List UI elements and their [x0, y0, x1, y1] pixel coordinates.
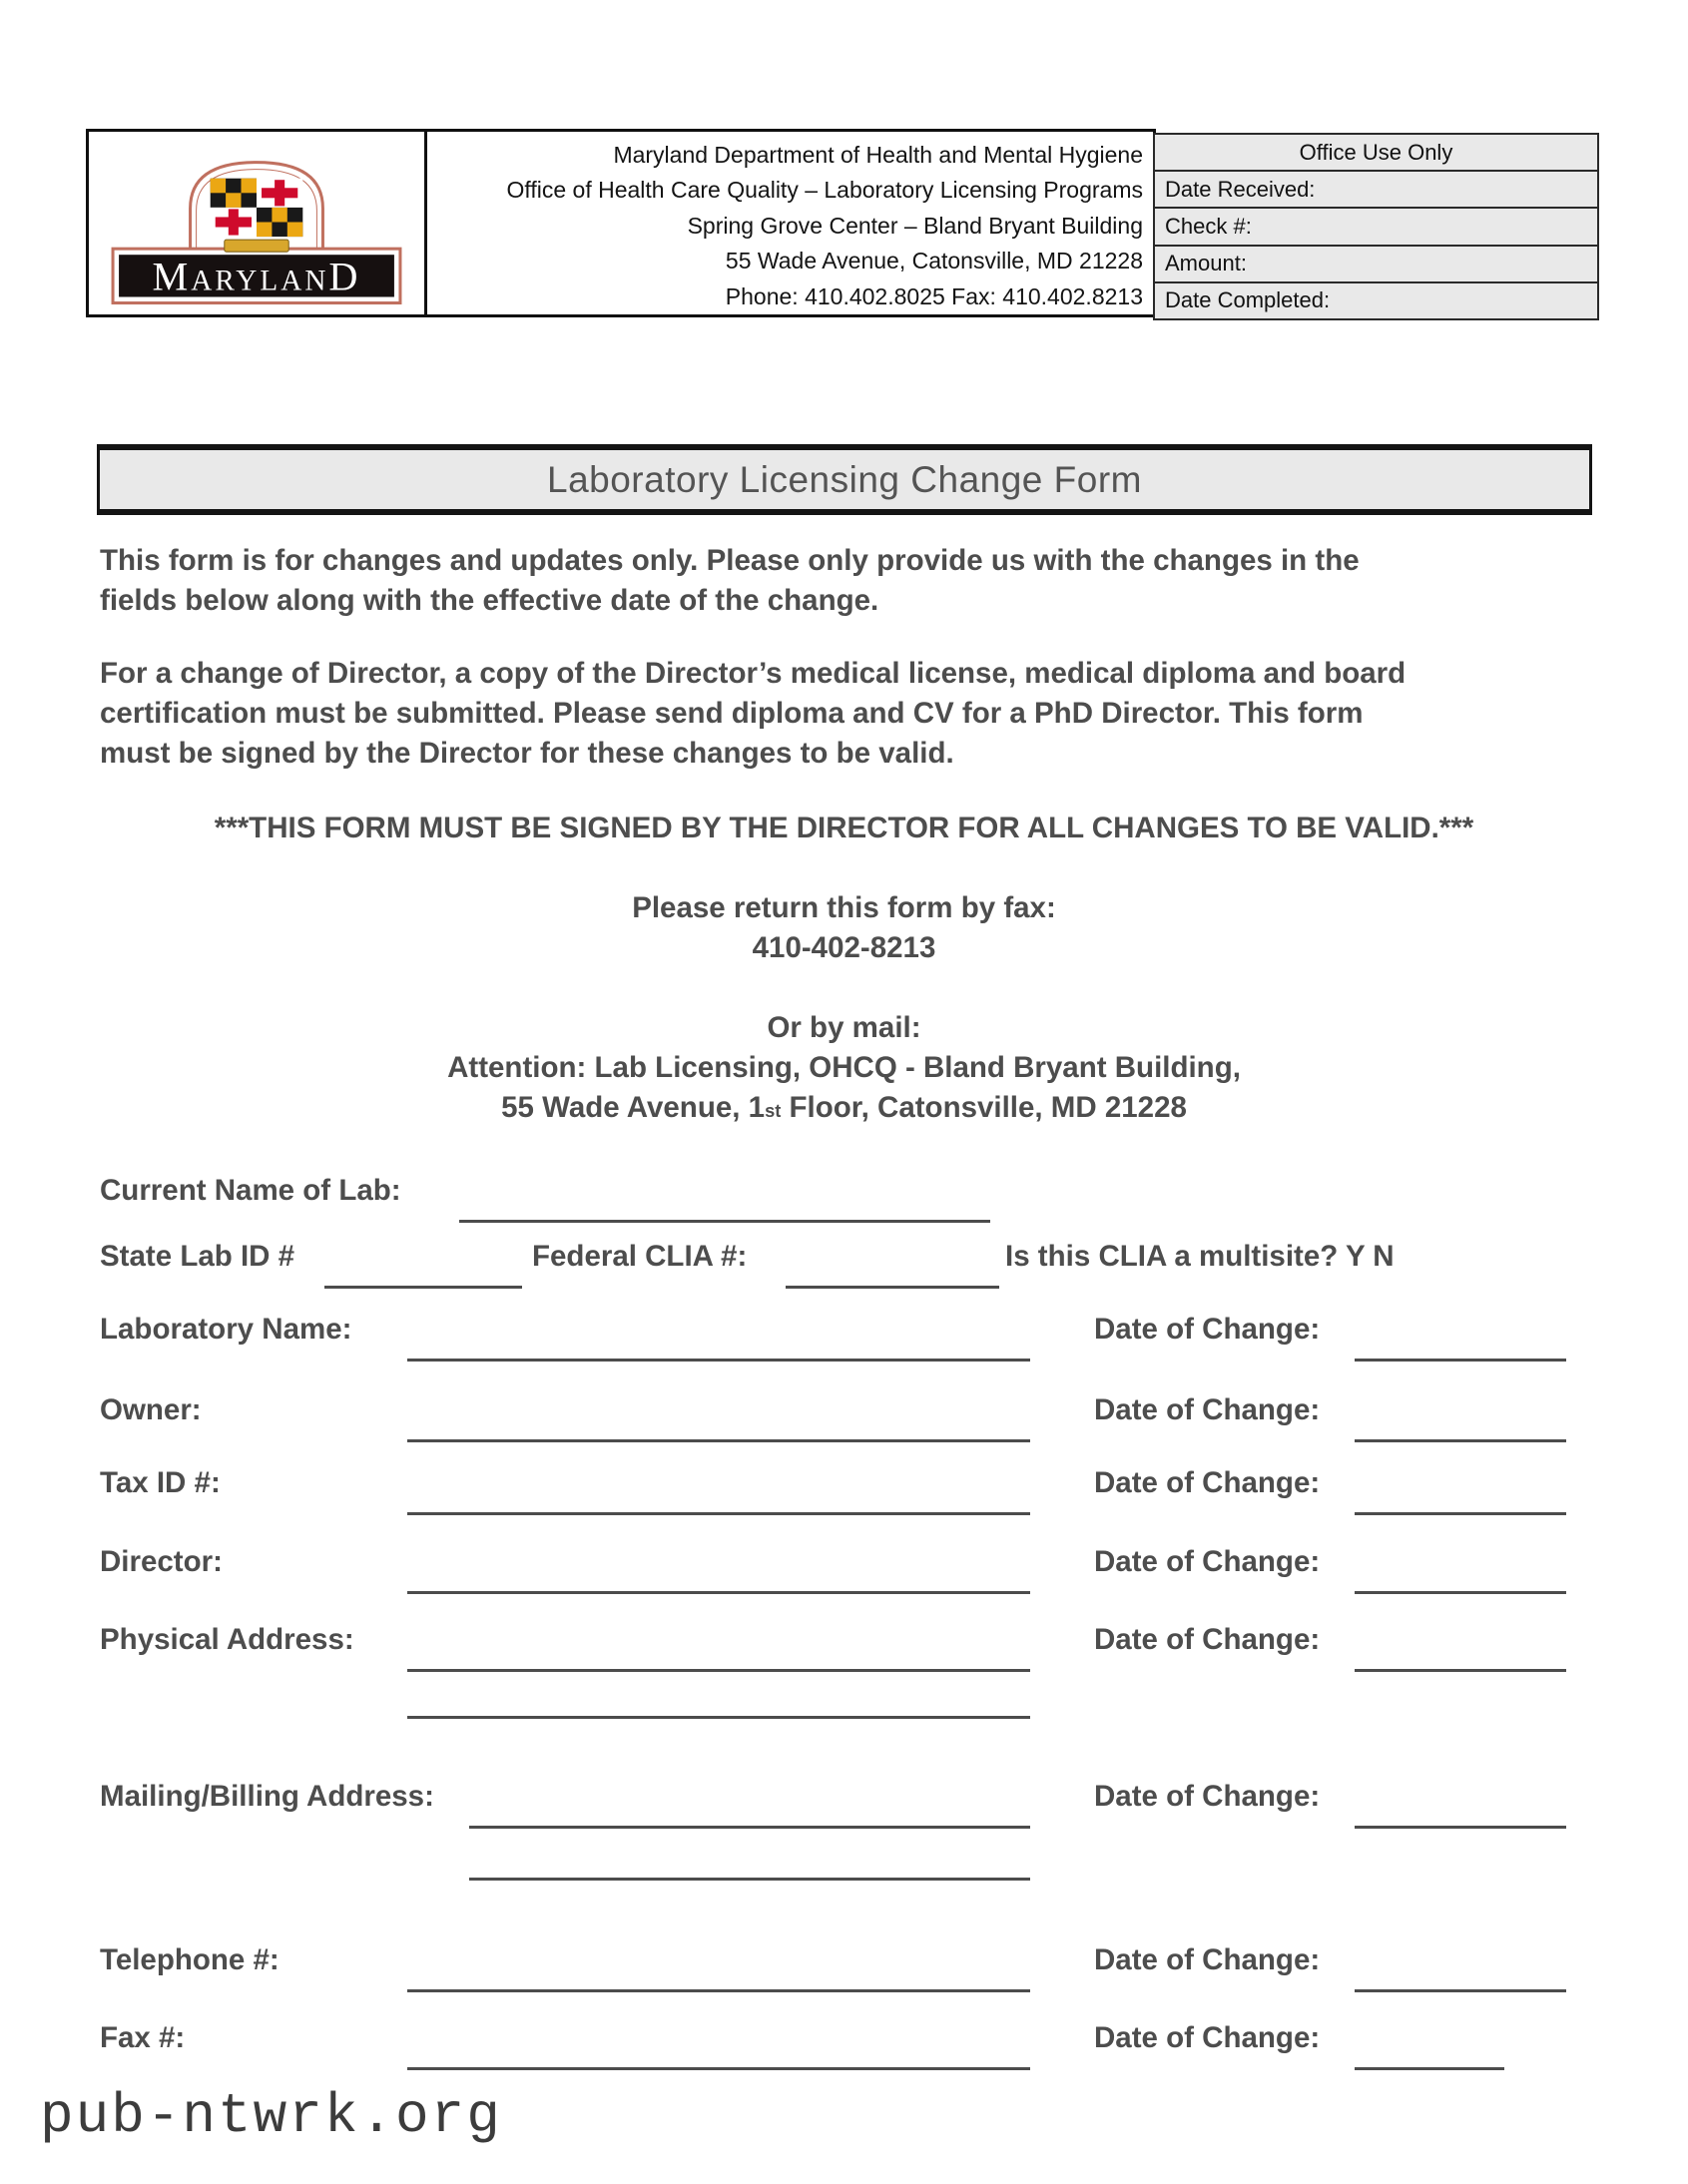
- date-of-change-label: Date of Change:: [1094, 1545, 1321, 1578]
- agency-line: 55 Wade Avenue, Catonsville, MD 21228: [725, 248, 1143, 274]
- date-of-change-label: Date of Change:: [1094, 1313, 1321, 1346]
- telephone-date-line[interactable]: [1355, 1989, 1566, 1992]
- page-title: Laboratory Licensing Change Form: [547, 458, 1142, 500]
- owner-line[interactable]: [407, 1439, 1030, 1442]
- form-title-bar: [97, 444, 1592, 515]
- laboratory-name-date-line[interactable]: [1355, 1359, 1566, 1362]
- owner-label: Owner:: [100, 1393, 202, 1426]
- physical-address-line-2[interactable]: [407, 1716, 1030, 1719]
- tax-id-date-line[interactable]: [1355, 1512, 1566, 1515]
- office-use-title: Office Use Only: [1155, 135, 1597, 172]
- maryland-flag-icon: [211, 178, 303, 236]
- fax-line[interactable]: [407, 2067, 1030, 2070]
- mailing-billing-address-line[interactable]: [469, 1826, 1030, 1829]
- agency-address: [427, 132, 1153, 314]
- office-use-check-number: Check #:: [1155, 209, 1597, 246]
- mailing-billing-date-line[interactable]: [1355, 1826, 1566, 1829]
- date-of-change-label: Date of Change:: [1094, 1943, 1321, 1976]
- header: [86, 129, 1156, 317]
- owner-date-line[interactable]: [1355, 1439, 1566, 1442]
- intro-paragraph-2: For a change of Director, a copy of the Director’s medical license, medical diploma and board certification must be submitted. Please send diploma and CV for a PhD Director. This form must be signed by the Director for these changes to be valid.: [100, 657, 1407, 770]
- date-of-change-label: Date of Change:: [1094, 1623, 1321, 1656]
- office-use-only-box: [1153, 133, 1599, 320]
- date-of-change-label: Date of Change:: [1094, 1466, 1321, 1499]
- tax-id-line[interactable]: [407, 1512, 1030, 1515]
- state-lab-id-line[interactable]: [324, 1286, 522, 1289]
- physical-address-line[interactable]: [407, 1669, 1030, 1672]
- director-line[interactable]: [407, 1591, 1030, 1594]
- telephone-label: Telephone #:: [100, 1943, 280, 1976]
- director-date-line[interactable]: [1355, 1591, 1566, 1594]
- laboratory-name-line[interactable]: [407, 1359, 1030, 1362]
- intro-paragraph-1: This form is for changes and updates only. Please only provide us with the changes in the fields below along with the effective date of the change.: [100, 544, 1360, 617]
- logo-wordmark: MARYLAND: [152, 253, 361, 298]
- director-signature-notice: ***THIS FORM MUST BE SIGNED BY THE DIRECTOR FOR ALL CHANGES TO BE VALID.***: [214, 812, 1474, 844]
- fax-number: 410-402-8213: [752, 931, 936, 964]
- current-name-of-lab-line[interactable]: [459, 1220, 990, 1223]
- director-label: Director:: [100, 1545, 223, 1578]
- mail-return-block: Or by mail: Attention: Lab Licensing, OHCQ - Bland Bryant Building, 55 Wade Avenue, 1st Floor, Catonsville, MD 21228: [447, 1011, 1241, 1124]
- maryland-logo-graphic: [106, 142, 407, 305]
- agency-line: Spring Grove Center – Bland Bryant Building: [687, 212, 1143, 239]
- telephone-line[interactable]: [407, 1989, 1030, 1992]
- laboratory-name-label: Laboratory Name:: [100, 1313, 352, 1346]
- date-of-change-label: Date of Change:: [1094, 2021, 1321, 2054]
- maryland-logo: [89, 132, 427, 314]
- logo-scroll: [225, 240, 288, 252]
- multisite-question: Is this CLIA a multisite? Y N: [1005, 1240, 1395, 1273]
- physical-address-date-line[interactable]: [1355, 1669, 1566, 1672]
- watermark: pub-ntwrk.org: [40, 2084, 502, 2148]
- agency-line: Phone: 410.402.8025 Fax: 410.402.8213: [725, 282, 1143, 309]
- agency-line: Maryland Department of Health and Mental Hygiene: [613, 142, 1143, 168]
- current-name-of-lab-label: Current Name of Lab:: [100, 1174, 401, 1207]
- date-of-change-label: Date of Change:: [1094, 1780, 1321, 1813]
- physical-address-label: Physical Address:: [100, 1623, 354, 1656]
- agency-line: Office of Health Care Quality – Laboratory Licensing Programs: [506, 177, 1143, 204]
- federal-clia-line[interactable]: [786, 1286, 999, 1289]
- office-use-amount: Amount:: [1155, 247, 1597, 283]
- fax-date-line[interactable]: [1355, 2067, 1504, 2070]
- federal-clia-label: Federal CLIA #:: [532, 1240, 748, 1273]
- office-use-date-completed: Date Completed:: [1165, 287, 1331, 313]
- mailing-billing-address-label: Mailing/Billing Address:: [100, 1780, 434, 1813]
- state-lab-id-label: State Lab ID #: [100, 1240, 295, 1273]
- date-of-change-label: Date of Change:: [1094, 1393, 1321, 1426]
- office-use-date-received: Date Received:: [1155, 172, 1597, 209]
- tax-id-label: Tax ID #:: [100, 1466, 221, 1499]
- fax-label: Fax #:: [100, 2021, 186, 2054]
- mailing-billing-address-line-2[interactable]: [469, 1878, 1030, 1881]
- fax-return-block: Please return this form by fax: 410-402-8213: [0, 888, 1688, 968]
